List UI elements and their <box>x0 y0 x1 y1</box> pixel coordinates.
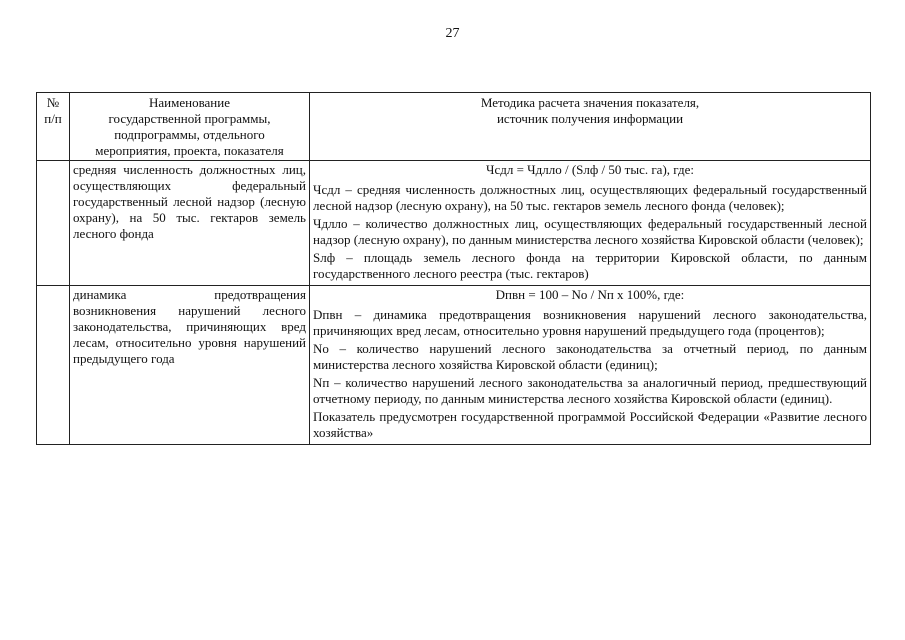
header-method-line: источник получения информации <box>496 111 684 126</box>
header-name-line: государственной программы, <box>108 111 271 126</box>
page-number: 27 <box>445 26 460 41</box>
indicator-name-cell: динамика предотвращения возникновения нарушений лесного законодательства, причиняющих вред лесам, относительно уровня нарушений предыдущего года <box>70 286 310 445</box>
definition: Nо – количество нарушений лесного законодательства за отчетный период, по данным министерства лесного хозяйства Кировской области (единиц); <box>313 341 867 372</box>
indicator-name-cell: средняя численность должностных лиц, осуществляющих федеральный государственный лесной надзор (лесную охрану), на 50 тыс. гектаров земель лесного фонда <box>70 161 310 286</box>
definition: Чсдл – средняя численность должностных лиц, осуществляющих федеральный государственный лесной надзор (лесную охрану), на 50 тыс. гектаров земель лесного фонда (человек); <box>313 182 867 213</box>
header-method-line: Методика расчета значения показателя, <box>480 95 700 110</box>
header-method <box>310 93 871 161</box>
formula: Dпвн = 100 – Nо / Nп x 100%, где: <box>495 287 685 302</box>
table-header-row <box>37 93 871 161</box>
method-cell <box>310 161 871 286</box>
row-num-cell <box>37 161 70 286</box>
header-num-line: № <box>46 95 60 110</box>
definition: Nп – количество нарушений лесного законодательства за аналогичный период, предшествующий отчетному периоду, по данным министерства лесного хозяйства Кировской области (единиц). <box>313 375 867 406</box>
header-name-line: мероприятия, проекта, показателя <box>95 143 284 158</box>
header-num-line: п/п <box>44 111 62 126</box>
method-cell <box>310 286 871 445</box>
formula: Чсдл = Чдлло / (Sлф / 50 тыс. га), где: <box>486 162 694 177</box>
row-num-cell <box>37 286 70 445</box>
header-name-line: подпрограммы, отдельного <box>114 127 265 142</box>
indicator-table <box>36 92 871 445</box>
definition: Чдлло – количество должностных лиц, осуществляющих федеральный государственный лесной надзор (лесную охрану), по данным министерства лесного хозяйства Кировской области (человек); <box>313 216 867 247</box>
definition: Показатель предусмотрен государственной программой Российской Федерации «Развитие лесного хозяйства» <box>313 409 867 440</box>
header-num <box>37 93 70 161</box>
header-name <box>70 93 310 161</box>
header-name-line: Наименование <box>149 95 230 110</box>
definition: Dпвн – динамика предотвращения возникновения нарушений лесного законодательства, причиняющих вред лесам, относительно уровня нарушений предыдущего года (процентов); <box>313 307 867 338</box>
table-row <box>37 286 871 445</box>
table-row <box>37 161 871 286</box>
definition: Sлф – площадь земель лесного фонда на территории Кировской области, по данным государственного лесного реестра (тыс. гектаров) <box>313 250 867 281</box>
